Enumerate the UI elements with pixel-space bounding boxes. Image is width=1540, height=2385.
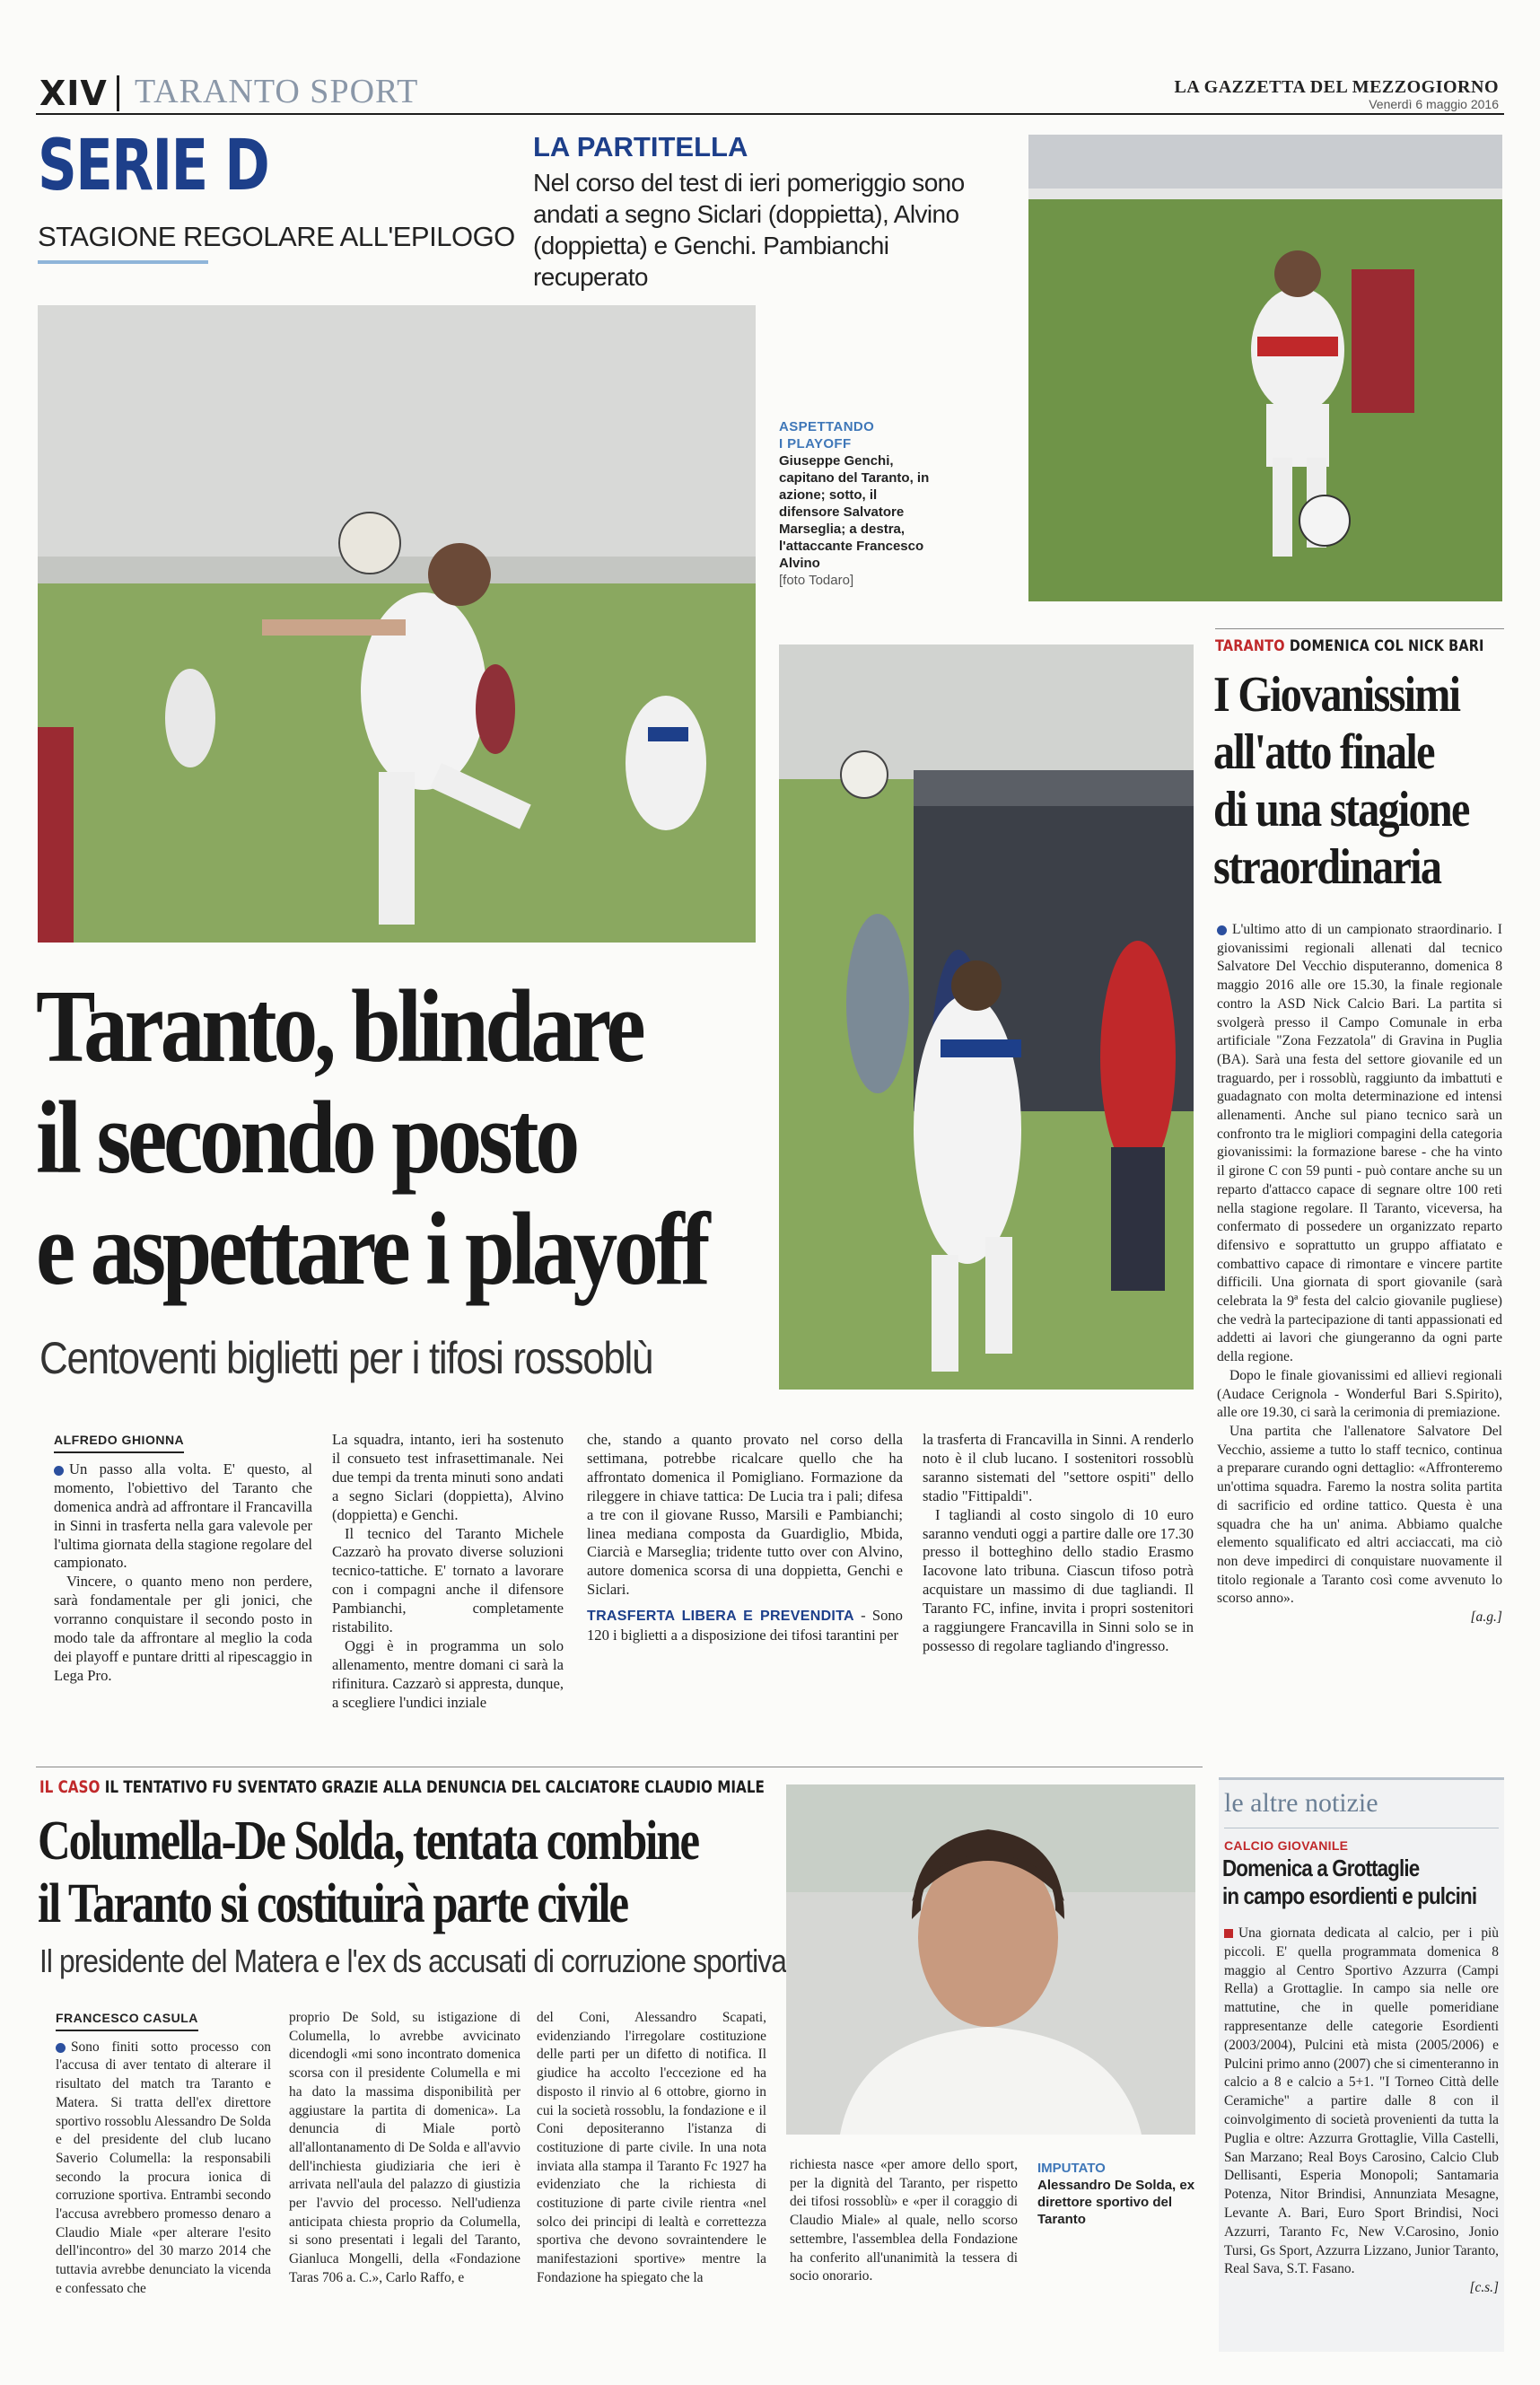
newspaper-name: LA GAZZETTA DEL MEZZOGIORNO [1174,77,1499,97]
main-article-col-4 [923,1431,1194,1656]
bullet-icon [1217,925,1227,935]
main-headline-line-1: Taranto, blindare [36,969,643,1084]
bullet-icon [56,2043,66,2053]
altre-notizie-headline-1: Domenica a Grottaglie [1222,1855,1420,1881]
altre-notizie-text: Una giornata dedicata al calcio, per i più piccoli. E' quella programmata domenica 8 maggio al Centro Sportivo Azzurra (Campi Rella) a Grottaglie. In campo sia nelle ore mattutine, che in quelle pomeridiane rappresentanze delle categorie Esordienti (2003/2004), Pulcini età mista (2005/2006) e Pulcini primo anno (2007) che si cimenteranno in calcio a 8 e calcio a 5+1. "I Torneo Città delle Ceramiche" a partire dalle 8 con il coinvolgimento di società provenienti da tutta la Puglia e oltre: Azzurra Grottaglie, Villa Castelli, San Marzano; Real Boys Carosino, Calcio Club Dellisanti, Esperia Monopoli; Santamaria Potenza, Nitor Brindisi, Annunziata Mesagne, Levante A. Bari, Euro Sport Brindisi, Noci Azzurri, Taranto Fc, New V.Carosino, Jonio Tursi, Gs Sport, Azzurra Lizzano, Junior Taranto, Real Sava, S.T. Fasano. [1224,1925,1499,2277]
giovanissimi-headline-4: straordinaria [1213,839,1441,895]
caso-col-1 [56,2009,271,2299]
main-col1-p2: Vincere, o quanto meno non perdere, sarà fondamentale per gli jonici, che vorranno conquistare il secondo posto in modo tale da affrontare al meglio la coda dei playoff e puntare dritti al ripescaggio in Lega Pro. [54,1573,312,1684]
caption-title-2: I PLAYOFF [779,436,852,452]
photo-caption [779,418,941,589]
main-byline: ALFREDO GHIONNA [54,1431,184,1453]
altre-notizie-kicker: CALCIO GIOVANILE [1224,1838,1349,1853]
main-article-col-1 [54,1431,312,1686]
bullet-icon [54,1466,64,1476]
caso-kicker-rest: IL TENTATIVO FU SVENTATO GRAZIE ALLA DENUNCIA DEL CALCIATORE CLAUDIO MIALE [104,1777,765,1797]
caso-kicker-red: IL CASO [39,1777,101,1797]
altre-notizie-header: le altre notizie [1224,1788,1378,1818]
section-title: TARANTO SPORT [135,73,419,110]
caption-title-1: ASPETTANDO [779,419,875,434]
altre-notizie-headline [1222,1855,1476,1910]
photo-marseglia [779,644,1194,1390]
caso-headline-2: il Taranto si costituirà parte civile [38,1873,628,1934]
main-col3-subhead: TRASFERTA LIBERA E PREVENDITA [587,1609,854,1625]
main-headline-line-2: il secondo posto [36,1081,576,1196]
caso-byline: FRANCESCO CASULA [56,2009,198,2031]
photo-de-solda [786,1784,1195,2135]
main-col1-p1: Un passo alla volta. E' questo, al momento, l'obiettivo del Taranto che domenica andrà ad affrontare il Francavilla in Sinni in trasferta nella gara valevole per l'ultima giornata della stagione regolare del campionato. [54,1460,312,1572]
giovanissimi-top-rule [1215,628,1504,629]
serie-d-kicker: SERIE D [38,126,269,206]
giovanissimi-headline [1213,666,1469,896]
page-number: XIV [39,74,108,113]
main-col3-p2: - Sono 120 i biglietti a a disposizione dei tifosi tarantini per [587,1607,903,1644]
header-separator [117,75,119,111]
giovanissimi-body [1217,921,1502,1627]
photo-genchi [38,305,756,943]
caso-kicker [39,1777,765,1797]
giovanissimi-headline-1: I Giovanissimi [1213,667,1460,723]
de-solda-caption-title: IMPUTATO [1037,2161,1106,2176]
main-article-col-3 [587,1431,903,1645]
caso-headline-1: Columella-De Solda, tentata combine [38,1811,698,1872]
serie-d-underline [38,260,208,264]
de-solda-caption [1037,2160,1195,2228]
main-subheadline: Centoventi biglietti per i tifosi rossoblù [39,1333,653,1383]
giovanissimi-kicker-rest: DOMENICA COL NICK BARI [1289,637,1484,655]
caso-col2-text: proprio De Sold, su istigazione di Columella, lo avrebbe avvicinato dicendogli «mi sono incontrato domenica scorsa con il presidente Columella e mi ha dato la massima disponibilità per aggiustare la partita di domenica». La denuncia di Miale portò all'allontanamento di De Solda e all'avvio dell'inchiesta giudiziaria che ieri è arrivata nell'aula del palazzo di giustizia per l'avvio del processo. Nell'udienza anticipata chiesta proprio da Columella, si sono presentati i legali del Taranto, Gianluca Mongelli, della «Fondazione Taras 706 a. C.», Carlo Raffo, e [289,2010,521,2285]
caso-col1-text: Sono finiti sotto processo con l'accusa di aver tentato di alterare il risultato del match tra Taranto e Matera. Si tratta dell'ex direttore sportivo rossoblu Alessandro De Solda e del presidente del club lucano Saverio Columella: la responsabili secondo la procura ionica di corruzione sportiva. Entrambi secondo l'accusa avrebbero promesso denaro a Claudio Miale «per alterare l'esito dell'incontro» del 30 marzo 2014 che tuttavia avrebbe denunciato la vicenda e confessato che [56,2039,271,2296]
giovanissimi-p1: L'ultimo atto di un campionato straordinario. I giovanissimi regionali allenati dal tecnico Salvatore Del Vecchio disputeranno, domenica 8 maggio 2016 alle ore 15.30, la finale regionale contro la ASD Nick Calcio Bari. La partita si svolgerà presso il Campo Comunale in erba artificiale "Zona Fezzatola" di Gravina in Puglia (BA). Sarà una festa del settore giovanile ed un traguardo, per i rossoblù, raggiunto da imbattuti e guadagnato con molta determinazione ed intensi allenamenti. Anche sul piano tecnico sarà un confronto tra le migliori compagini della categoria giovanissimi: la formazione barese - che ha vinto il girone C con 59 punti - può contare anche su un reparto d'attacco capace di segnare oltre 100 reti nella stagione regolare. Il Taranto, viceversa, ha confermato di possedere un organizzato reparto difensivo e soprattutto un gruppo affiatato e combattivo capace di rimontare e vincere partite difficili. Una giornata di sport giovanile (sarà celebrata la 9ª festa del calcio giovanile pugliese) che vedrà la partecipazione di tanti appassionati ed addetti ai lavori che giungeranno da ogni parte della regione. [1217,922,1502,1365]
giovanissimi-p2: Dopo le finale giovanissimi ed allievi regionali (Audace Cerignola - Wonderful Bari S.Spirito), alle ore 19.30, ci sarà la cerimonia di premiazione. [1217,1367,1502,1421]
giovanissimi-kicker [1215,637,1484,655]
photo-alvino [1028,135,1502,601]
caso-subheadline: Il presidente del Matera e l'ex ds accusati di corruzione sportiva [39,1942,786,1979]
giovanissimi-headline-2: all'atto finale [1213,724,1434,780]
issue-date: Venerdì 6 maggio 2016 [1369,97,1499,111]
de-solda-caption-text: Alessandro De Solda, ex direttore sportivo del Taranto [1037,2178,1195,2227]
caso-col3-text: del Coni, Alessandro Scapati, evidenziando l'irregolare costituzione delle parti per un difetto di notifica. Il giudice ha accolto l'eccezione ed ha disposto il rinvio al 6 ottobre, giorno in cui la società rossoblu, la fondazione e il Coni depositeranno l'istanza di costituzione di parte civile. In una nota inviata alla stampa il Taranto Fc 1927 ha evidenziato che la richiesta di costituzione di parte civile rientra «nel solco dei principi di lealtà e correttezza sportiva che devono sovraintendere le manifestazioni sportive» mentre la Fondazione ha spiegato che la [537,2010,766,2285]
caption-credit: [foto Todaro] [779,573,854,588]
altre-notizie-body [1224,1925,1499,2298]
main-col3-p1: che, stando a quanto provato nel corso della settimana, potrebbe ricalcare quello che ha affrontato domenica il Pomigliano. Formazione da rileggere in chiave tattica: De Lucia tra i pali; difesa a tre con il giovane Russo, Marsili e Pambianchi; linea mediana composta da Guardiglio, Mbida, Ciarcià e Marseglia; tridente tutto over con Alvino, autore domenica scorsa di una doppietta, Genchi e Siclari. [587,1431,903,1599]
altre-notizie-top-rule [1219,1777,1504,1780]
caso-col-4 [790,2156,1018,2286]
main-col2-p1: La squadra, intanto, ieri ha sostenuto il consueto test infrasettimanale. Nei due tempi da trenta minuti sono andati a segno Siclari (doppietta), Alvino (doppietta) e Genchi. [332,1431,564,1523]
caso-col4-text: richiesta nasce «per amore dello sport, per la dignità del Taranto, per rispetto dei tifosi rossoblù» e «per il coraggio di Claudio Miale» al quale, nello scorso settembre, l'assemblea della Fondazione ha conferito all'unanimità la tessera di socio onorario. [790,2157,1018,2284]
caso-headline [38,1810,698,1935]
altre-notizie-sign: [c.s.] [1469,2280,1499,2296]
altre-notizie-headline-2: in campo esordienti e pulcini [1222,1882,1477,1909]
caso-col-2 [289,2009,521,2288]
giovanissimi-p3: Una partita che l'allenatore Salvatore Del Vecchio, assieme a tutto lo staff tecnico, continua a preparare curando ogni dettaglio: «Affronteremo un'ottima squadra. Faremo la nostra solita partita di sacrificio ed ordine tattico. Questa è una squadra che ha un' anima. Abbiamo qualche elemento squalificato ed altri acciaccati, ma ciò non deve impedirci di conquistare nuovamente il titolo regionale a Taranto così come avvenuto lo scorso anno». [1217,1423,1502,1607]
partitella-title: LA PARTITELLA [533,131,748,162]
partitella-text: Nel corso del test di ieri pomeriggio sono andati a segno Siclari (doppietta), Alvino (doppietta) e Genchi. Pambianchi recuperato [533,169,965,291]
main-headline-line-3: e aspettare i playoff [36,1192,707,1307]
giovanissimi-headline-3: di una stagione [1213,782,1469,837]
caption-text: Giuseppe Genchi, capitano del Taranto, in azione; sotto, il difensore Salvatore Marseglia; a destra, l'attaccante Francesco Alvino [779,453,930,571]
bullet-square-icon [1224,1929,1233,1938]
giovanissimi-kicker-red: TARANTO [1215,637,1285,655]
serie-d-subtitle: STAGIONE REGOLARE ALL'EPILOGO [38,221,515,252]
giovanissimi-sign: [a.g.] [1470,1609,1502,1626]
main-col4-p2: I tagliandi al costo singolo di 10 euro saranno venduti oggi a partire dalle ore 17.30 presso il botteghino dello stadio Erasmo Iacovone lato tribuna. Ciascun tifoso potrà acquistare un massimo di due tagliandi. Il Taranto FC, infine, invita i propri sostenitori a raggiungere Francavilla in Sinni solo se in possesso di regolare tagliando d'ingresso. [923,1505,1194,1654]
header-rule [36,113,1504,115]
main-col2-p3: Oggi è in programma un solo allenamento, mentre domani ci sarà la rifinitura. Cazzarò si appresta, dunque, a scegliere l'undici inziale [332,1636,564,1711]
main-col2-p2: Il tecnico del Taranto Michele Cazzarò ha provato diverse soluzioni tecnico-tattiche. E' tornato a lavorare con i compagni anche il difensore Pambianchi, completamente ristabilito. [332,1524,564,1636]
main-article-col-2 [332,1431,564,1713]
main-headline [36,971,706,1305]
caso-col-3 [537,2009,766,2288]
main-col4-p1: la trasferta di Francavilla in Sinni. A renderlo noto è il club lucano. I sostenitori rossoblù saranno sistemati del "settore ospiti" dello stadio "Fittipaldi". [923,1431,1194,1504]
